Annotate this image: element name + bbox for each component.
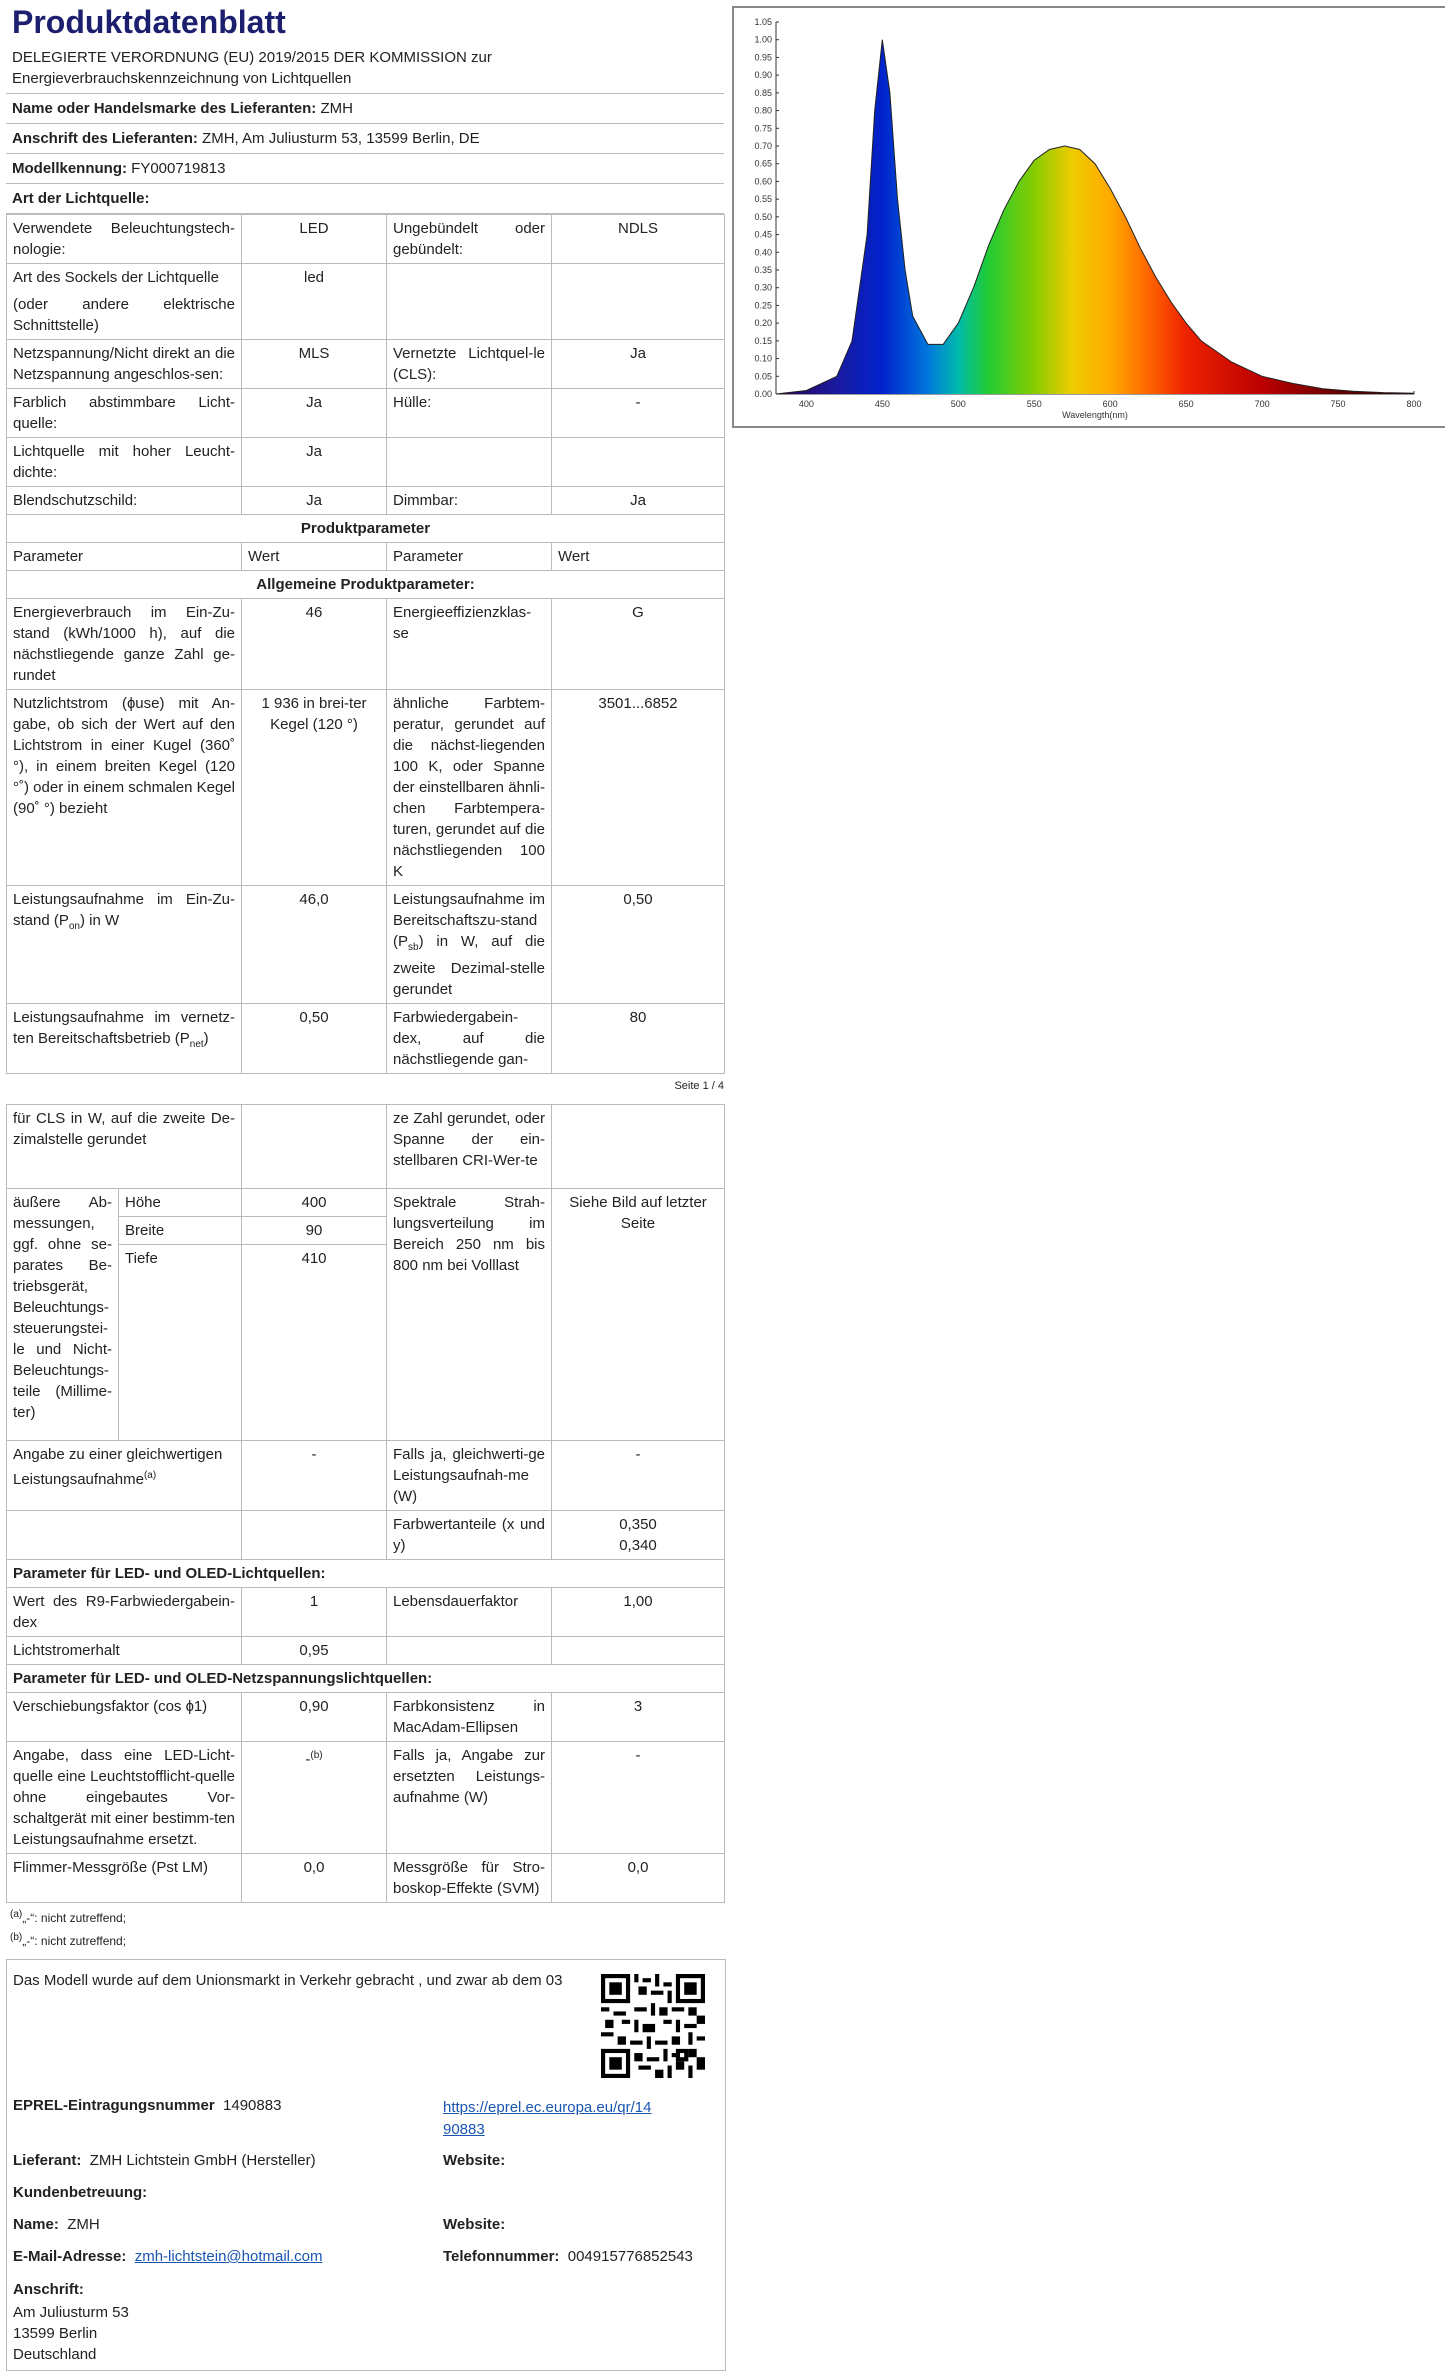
x-tick-label: 700	[1254, 399, 1270, 409]
y-tick-label: 0.50	[754, 211, 772, 222]
dimmable-value: Ja	[552, 487, 725, 515]
customer-service-label: Kundenbetreuung:	[13, 2184, 148, 2201]
lifetime-label: Lebensdauerfaktor	[387, 1588, 552, 1637]
width-value: 90	[242, 1217, 387, 1245]
r9-label: Wert des R9-Farbwiedergabein-dex	[7, 1588, 242, 1637]
equiv-w-value: -	[552, 1441, 725, 1511]
width-label: Breite	[119, 1217, 242, 1245]
y-tick-label: 1.05	[754, 17, 772, 27]
supplier-name-row: Name oder Handelsmarke des Lieferanten: ZMH	[6, 94, 724, 124]
equiv-label: Angabe zu einer gleichwertigen Leistungsaufnahme$^{(a)}$	[7, 1441, 242, 1511]
spectrum-chart	[732, 6, 1445, 428]
pnet-label-continued: für CLS in W, auf die zweite De-zimalstelle gerundet	[7, 1105, 242, 1189]
y-tick-label: 0.25	[754, 300, 772, 311]
y-tick-label: 0.85	[754, 87, 772, 98]
depth-label: Tiefe	[119, 1245, 242, 1441]
eclass-value: G	[552, 599, 725, 690]
pon-value: 46,0	[242, 886, 387, 1004]
consistency-value: 3	[552, 1693, 725, 1742]
flicker-value: 0,0	[242, 1854, 387, 1903]
replace-w-label: Falls ja, Angabe zur ersetzten Leistungs-aufnahme (W)	[387, 1742, 552, 1854]
eprel-link[interactable]: https://eprel.ec.europa.eu/qr/14 90883	[443, 2099, 652, 2138]
spectrum-svg	[734, 8, 1445, 426]
y-tick-label: 0.65	[754, 158, 772, 169]
y-tick-label: 0.80	[754, 105, 772, 116]
market-placed-text: Das Modell wurde auf dem Unionsmarkt in Verkehr gebracht , und zwar ab dem 03	[13, 1972, 563, 1989]
psb-value: 0,50	[552, 886, 725, 1004]
service-name-row: Name: ZMH	[13, 2216, 100, 2233]
y-tick-label: 0.75	[754, 123, 772, 134]
led-params-heading: Parameter für LED- und OLED-Lichtquellen:	[7, 1560, 725, 1588]
flicker-label: Flimmer-Messgröße (Pst LM)	[7, 1854, 242, 1903]
displacement-label: Verschiebungsfaktor (cos ɸ1)	[7, 1693, 242, 1742]
envelope-label: Hülle:	[387, 389, 552, 438]
tech-label: Verwendete Beleuchtungstech-nologie:	[7, 215, 242, 264]
cls-label: Vernetzte Lichtquel-le (CLS):	[387, 340, 552, 389]
x-tick-label: 650	[1178, 399, 1194, 409]
displacement-value: 0,90	[242, 1693, 387, 1742]
address-block: Am Juliusturm 53 13599 Berlin Deutschland	[13, 2304, 129, 2363]
y-tick-label: 1.00	[754, 34, 772, 45]
x-tick-label: 600	[1102, 399, 1118, 409]
equiv-w-label: Falls ja, gleichwerti-ge Leistungsaufnah-me (W)	[387, 1441, 552, 1511]
spd-label: Spektrale Strah-lungsverteilung im Bereich 250 nm bis 800 nm bei Volllast	[387, 1189, 552, 1441]
page-number: Seite 1 / 4	[674, 1080, 724, 1092]
supplier-row: Lieferant: ZMH Lichtstein GmbH (Hersteller)	[13, 2152, 316, 2169]
high-luminance-label: Lichtquelle mit hoher Leucht-dichte:	[7, 438, 242, 487]
lightsource-table	[6, 214, 725, 1074]
supplier-address-row: Anschrift des Lieferanten: ZMH, Am Juliusturm 53, 13599 Berlin, DE	[6, 124, 724, 154]
pon-label: Leistungsaufnahme im Ein-Zu-stand $(P_{on})$ in W	[7, 886, 242, 1004]
y-tick-label: 0.05	[754, 371, 772, 382]
replace-value: -$^{(b)}$	[242, 1742, 387, 1854]
x-tick-label: 400	[798, 399, 814, 409]
x-tick-label: 800	[1406, 399, 1422, 409]
socket-value: led	[242, 264, 387, 340]
cls-value: Ja	[552, 340, 725, 389]
datasheet	[6, 0, 724, 1953]
y-tick-label: 0.70	[754, 141, 772, 151]
psb-label: Leistungsaufnahme im Bereitschaftszu-stand $(P_{sb})$ in W, auf die zweite Dezimal-stelle gerundet	[387, 886, 552, 1004]
spectrum-area	[776, 40, 1414, 394]
lightsource-type-heading: Art der Lichtquelle:	[6, 184, 724, 214]
cct-value: 3501...6852	[552, 690, 725, 886]
flux-value: 1 936 in brei-ter Kegel (120 °)	[242, 690, 387, 886]
x-tick-label: 550	[1026, 399, 1042, 409]
color-tunable-value: Ja	[242, 389, 387, 438]
tech-value: LED	[242, 215, 387, 264]
col-value-1: Wert	[242, 543, 387, 571]
y-tick-label: 0.15	[754, 335, 772, 346]
color-tunable-label: Farblich abstimmbare Licht-quelle:	[7, 389, 242, 438]
x-tick-label: 750	[1330, 399, 1346, 409]
bundled-label: Ungebündelt oder gebündelt:	[387, 215, 552, 264]
mains-params-heading: Parameter für LED- und OLED-Netzspannungslichtquellen:	[7, 1665, 725, 1693]
replace-label: Angabe, dass eine LED-Licht-quelle eine Leuchtstofflicht-quelle ohne eingebautes Vor-schaltgerät mit einer bestimm-ten Leistungsaufnahme ersetzt.	[7, 1742, 242, 1854]
maintenance-label: Lichtstromerhalt	[7, 1637, 242, 1665]
x-tick-label: 500	[950, 399, 966, 409]
mains-label: Netzspannung/Nicht direkt an die Netzspannung angeschlos-sen:	[7, 340, 242, 389]
email-row: E-Mail-Adresse: zmh-lichtstein@hotmail.com	[13, 2248, 323, 2265]
cct-label: ähnliche Farbtem-peratur, gerundet auf die nächst-liegenden 100 K, oder Spanne der einstellbaren ähnli-chen Farbtempera-turen, gerundet auf die nächstliegenden 100 K	[387, 690, 552, 886]
footnote-b: $^{(b)}$„-“: nicht zutreffend;	[10, 1932, 127, 1948]
y-tick-label: 0.90	[754, 70, 772, 81]
consistency-label: Farbkonsistenz in MacAdam-Ellipsen	[387, 1693, 552, 1742]
pnet-label: Leistungsaufnahme im vernetz-ten Bereitschaftsbetrieb $(P_{net})$	[7, 1004, 242, 1074]
y-tick-label: 0.45	[754, 229, 772, 240]
r9-value: 1	[242, 1588, 387, 1637]
socket-label: Art des Sockels der Lichtquelle (oder andere elektrische Schnittstelle)	[7, 264, 242, 340]
y-tick-label: 0.40	[754, 247, 772, 258]
y-tick-label: 0.95	[754, 52, 772, 63]
address-label: Anschrift:	[13, 2281, 84, 2298]
energy-value: 46	[242, 599, 387, 690]
bundled-value: NDLS	[552, 215, 725, 264]
col-param-1: Parameter	[7, 543, 242, 571]
email-link[interactable]: zmh-lichtstein@hotmail.com	[134, 2248, 323, 2265]
website-label: Website:	[443, 2152, 506, 2169]
y-tick-label: 0.10	[754, 353, 772, 364]
lifetime-value: 1,00	[552, 1588, 725, 1637]
y-tick-label: 0.00	[754, 389, 772, 399]
cri-value: 80	[552, 1004, 725, 1074]
high-luminance-value: Ja	[242, 438, 387, 487]
product-params-heading: Produktparameter	[7, 515, 725, 543]
chroma-label: Farbwertanteile (x und y)	[387, 1511, 552, 1560]
market-info-box	[6, 1959, 726, 2371]
model-row: Modellkennung: FY000719813	[6, 154, 724, 184]
stroboscopic-value: 0,0	[552, 1854, 725, 1903]
y-tick-label: 0.35	[754, 265, 772, 275]
mains-value: MLS	[242, 340, 387, 389]
website-label-2: Website:	[443, 2216, 506, 2233]
cri-label-continued: ze Zahl gerundet, oder Spanne der ein-stellbaren CRI-Wer-te	[387, 1105, 552, 1189]
maintenance-value: 0,95	[242, 1637, 387, 1665]
eclass-label: Energieeffizienzklas-se	[387, 599, 552, 690]
page-subtitle: DELEGIERTE VERORDNUNG (EU) 2019/2015 DER KOMMISSION zur Energieverbrauchskennzeichnung von Lichtquellen	[12, 49, 492, 87]
page-title: Produktdatenblatt	[12, 4, 286, 40]
eprel-row: EPREL-Eintragungsnummer 1490883	[13, 2097, 282, 2114]
y-tick-label: 0.55	[754, 194, 772, 205]
depth-value: 410	[242, 1245, 387, 1441]
params-table-continued	[6, 1104, 725, 1903]
dimmable-label: Dimmbar:	[387, 487, 552, 515]
glare-label: Blendschutzschild:	[7, 487, 242, 515]
phone-row: Telefonnummer: 004915776852543	[443, 2248, 693, 2265]
general-params-heading: Allgemeine Produktparameter:	[7, 571, 725, 599]
x-axis-label: Wavelength(nm)	[1062, 410, 1128, 420]
height-value: 400	[242, 1189, 387, 1217]
spd-value: Siehe Bild auf letzter Seite	[552, 1189, 725, 1441]
energy-label: Energieverbrauch im Ein-Zu-stand (kWh/1000 h), auf die nächstliegende ganze Zahl ge-rundet	[7, 599, 242, 690]
glare-value: Ja	[242, 487, 387, 515]
col-value-2: Wert	[552, 543, 725, 571]
envelope-value: -	[552, 389, 725, 438]
footnote-a: $^{(a)}$„-“: nicht zutreffend;	[10, 1909, 127, 1925]
qr-code-icon	[601, 1974, 705, 2078]
equiv-value: -	[242, 1441, 387, 1511]
stroboscopic-label: Messgröße für Stro-boskop-Effekte (SVM)	[387, 1854, 552, 1903]
y-tick-label: 0.60	[754, 176, 772, 187]
chroma-value: 0,350 0,340	[552, 1511, 725, 1560]
x-tick-label: 450	[874, 399, 890, 409]
replace-w-value: -	[552, 1742, 725, 1854]
height-label: Höhe	[119, 1189, 242, 1217]
y-tick-label: 0.30	[754, 282, 772, 293]
flux-label: Nutzlichtstrom (ɸuse) mit An-gabe, ob sich der Wert auf den Lichtstrom in einer Kugel (360˚ °), in einem breiten Kegel (120 °˚) oder in einem schmalen Kegel (90˚ °) bezieht	[7, 690, 242, 886]
y-tick-label: 0.20	[754, 318, 772, 329]
cri-label: Farbwiedergabein-dex, auf die nächstliegende gan-	[387, 1004, 552, 1074]
dimensions-label: äußere Ab-messungen, ggf. ohne se-parates Be-triebsgerät, Beleuchtungs-steuerungstei-le und Nicht-Beleuchtungs-teile (Millime-ter)	[7, 1189, 119, 1441]
col-param-2: Parameter	[387, 543, 552, 571]
pnet-value: 0,50	[242, 1004, 387, 1074]
